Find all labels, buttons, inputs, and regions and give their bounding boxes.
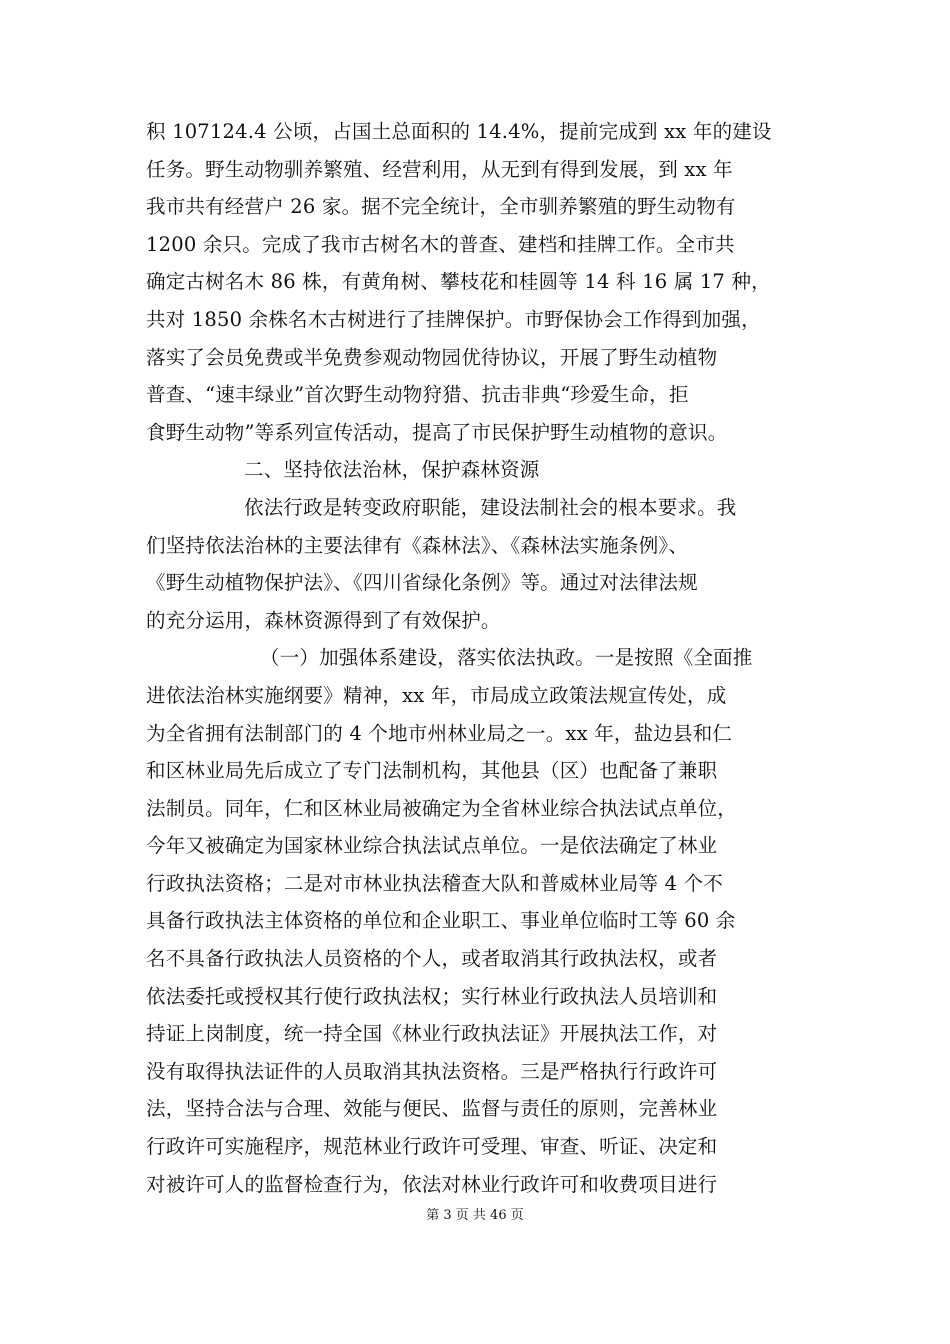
paragraph-line: 我市共有经营户 26 家。据不完全统计，全市驯养繁殖的野生动物有 — [146, 195, 736, 219]
subsection-line: 进依法治林实施纲要》精神，xx 年，市局成立政策法规宣传处，成 — [146, 683, 727, 707]
subsection-line: 对被许可人的监督检查行为，依法对林业行政许可和收费项目进行 — [146, 1172, 718, 1196]
paragraph-line: 任务。野生动物驯养繁殖、经营利用，从无到有得到发展，到 xx 年 — [146, 157, 733, 181]
subsection-line: 今年又被确定为国家林业综合执法试点单位。一是依法确定了林业 — [146, 834, 718, 858]
subsection-line: 行政执法资格；二是对市林业执法稽查大队和普威林业局等 4 个不 — [146, 871, 724, 895]
subsection-line: 持证上岗制度，统一持全国《林业行政执法证》开展执法工作，对 — [146, 1022, 718, 1046]
paragraph-line: 落实了会员免费或半免费参观动物园优待协议，开展了野生动植物 — [146, 345, 718, 369]
subsection-line: 和区林业局先后成立了专门法制机构，其他县（区）也配备了兼职 — [146, 759, 718, 783]
subsection-line: 法制员。同年，仁和区林业局被确定为全省林业综合执法试点单位， — [146, 796, 738, 820]
paragraph-line: 依法行政是转变政府职能，建设法制社会的根本要求。我 — [244, 495, 737, 519]
paragraph-line: 共对 1850 余株名木古树进行了挂牌保护。市野保协会工作得到加强， — [146, 307, 761, 331]
page-footer: 第 3 页 共 46 页 — [426, 1208, 524, 1223]
subsection-line: 法，坚持合法与合理、效能与便民、监督与责任的原则，完善林业 — [146, 1097, 718, 1121]
paragraph-line: 积 107124.4 公顷，占国土总面积的 14.4%，提前完成到 xx 年的建设 — [146, 120, 772, 143]
paragraph-line: 1200 余只。完成了我市古树名木的普查、建档和挂牌工作。全市共 — [146, 232, 735, 256]
subsection-line: 名不具备行政执法人员资格的个人，或者取消其行政执法权，或者 — [146, 947, 718, 971]
subsection-line: 没有取得执法证件的人员取消其执法资格。三是严格执行行政许可 — [146, 1059, 718, 1083]
subsection-line: 行政许可实施程序，规范林业行政许可受理、审查、听证、决定和 — [146, 1135, 718, 1159]
body-text — [146, 113, 808, 1203]
paragraph-line: 《野生动植物保护法》、《四川省绿化条例》等。通过对法律法规 — [146, 571, 698, 595]
paragraph-line: 普查、“速丰绿业”首次野生动物狩猎、抗击非典“珍爱生命，拒 — [146, 383, 689, 407]
subsection-line: （一）加强体系建设，落实依法执政。一是按照《全面推 — [260, 646, 753, 670]
paragraph-line: 食野生动物”等系列宣传活动，提高了市民保护野生动植物的意识。 — [146, 420, 728, 444]
subsection-line: 为全省拥有法制部门的 4 个地市州林业局之一。xx 年，盐边县和仁 — [146, 721, 733, 745]
paragraph-line: 的充分运用，森林资源得到了有效保护。 — [146, 608, 501, 632]
subsection-line: 依法委托或授权其行使行政执法权；实行林业行政执法人员培训和 — [146, 984, 718, 1008]
paragraph-line: 确定古树名木 86 株，有黄角树、攀枝花和桂圆等 14 科 16 属 17 种， — [146, 270, 771, 294]
paragraph-line: 们坚持依法治林的主要法律有《森林法》、《森林法实施条例》、 — [146, 533, 689, 557]
subsection-line: 具备行政执法主体资格的单位和企业职工、事业单位临时工等 60 余 — [146, 909, 736, 933]
section-heading: 二、坚持依法治林，保护森林资源 — [244, 458, 540, 482]
